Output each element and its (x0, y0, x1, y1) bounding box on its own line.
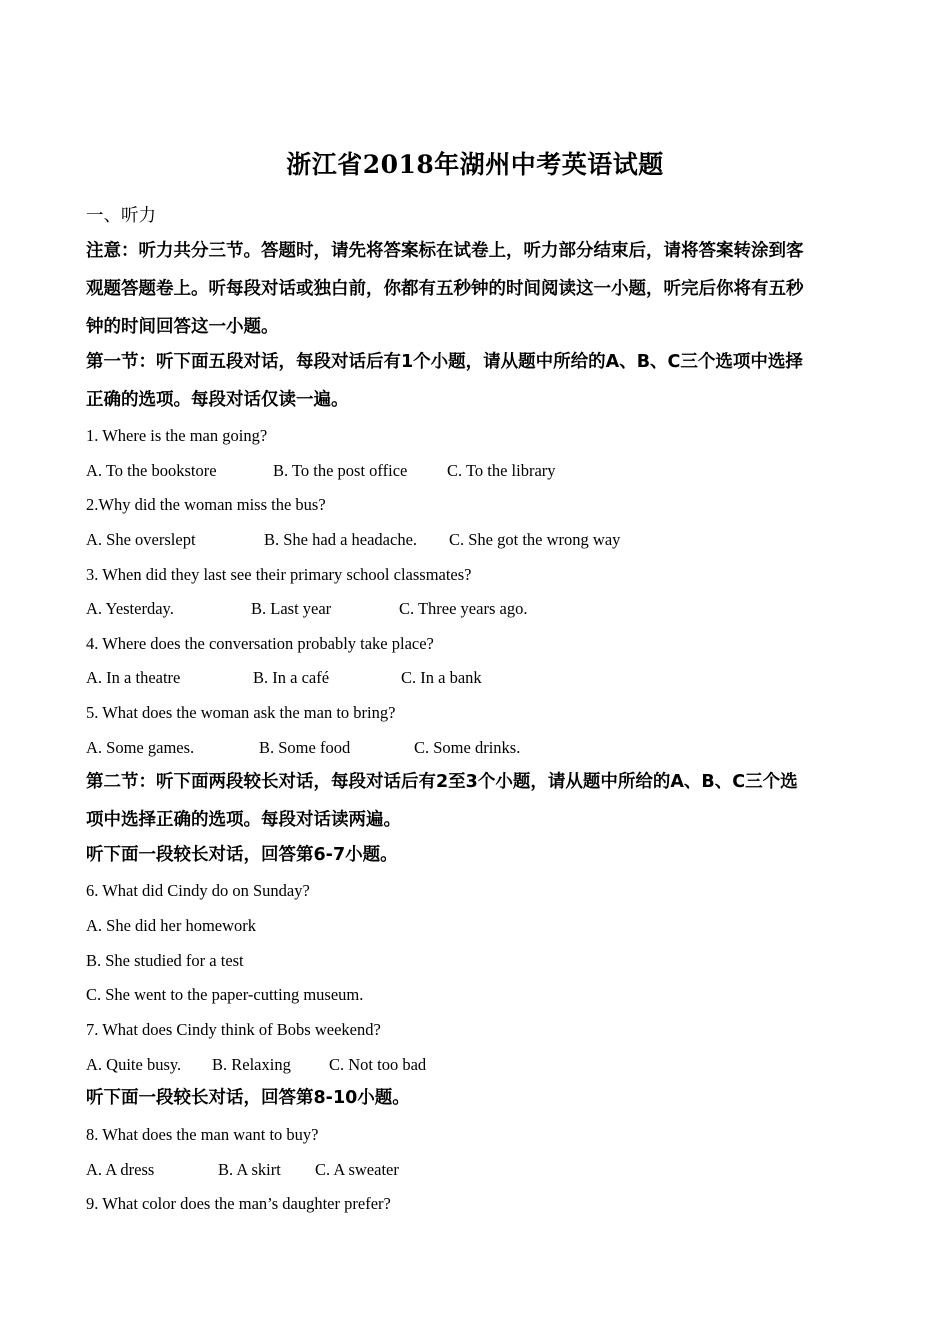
part1-instructions-line-2: 正确的选项。每段对话仅读一遍。 (86, 390, 349, 410)
option-c: C. In a bank (401, 668, 482, 687)
page-title: 浙江省2018年湖州中考英语试题 (286, 150, 664, 179)
option-b: B. Some food (259, 738, 351, 757)
question-7: 7. What does Cindy think of Bobs weekend? (86, 1020, 381, 1039)
question-6-option-a: A. She did her homework (86, 916, 257, 935)
option-b: B. Relaxing (212, 1055, 291, 1074)
option-a: A. Yesterday. (86, 599, 174, 618)
option-a: A. To the bookstore (86, 461, 217, 480)
option-a: A. A dress (86, 1160, 155, 1179)
part1-instructions-line-1: 第一节：听下面五段对话，每段对话后有1个小题，请从题中所给的A、B、C三个选项中选择 (86, 352, 803, 372)
question-3: 3. When did they last see their primary school classmates? (86, 565, 472, 584)
question-2: 2.Why did the woman miss the bus? (86, 495, 326, 514)
option-c: C. She got the wrong way (449, 530, 621, 549)
notice-line-1: 注意：听力共分三节。答题时，请先将答案标在试卷上，听力部分结束后，请将答案转涂到客 (86, 241, 804, 261)
part2-instructions-line-1: 第二节：听下面两段较长对话，每段对话后有2至3个小题，请从题中所给的A、B、C三个选 (86, 772, 798, 792)
question-8: 8. What does the man want to buy? (86, 1125, 319, 1144)
option-b: B. Last year (251, 599, 332, 618)
question-5: 5. What does the woman ask the man to bring? (86, 703, 396, 722)
option-b: B. In a café (253, 668, 330, 687)
notice-line-3: 钟的时间回答这一小题。 (86, 317, 279, 337)
section-heading-listening: 一、听力 (86, 206, 156, 226)
option-c: C. Some drinks. (414, 738, 521, 757)
option-b: B. A skirt (218, 1160, 281, 1179)
option-a: A. She overslept (86, 530, 196, 549)
option-c: C. To the library (447, 461, 556, 480)
question-9: 9. What color does the man’s daughter prefer? (86, 1194, 391, 1213)
dialog-2-heading: 听下面一段较长对话，回答第8-10小题。 (86, 1088, 410, 1108)
option-a: A. Quite busy. (86, 1055, 182, 1074)
question-6-option-b: B. She studied for a test (86, 951, 244, 970)
notice-line-2: 观题答题卷上。听每段对话或独白前，你都有五秒钟的时间阅读这一小题，听完后你将有五秒 (86, 279, 804, 299)
question-6: 6. What did Cindy do on Sunday? (86, 881, 310, 900)
option-b: B. To the post office (273, 461, 408, 480)
question-6-option-c: C. She went to the paper-cutting museum. (86, 985, 364, 1004)
option-c: C. Not too bad (329, 1055, 427, 1074)
option-b: B. She had a headache. (264, 530, 418, 549)
option-c: C. Three years ago. (399, 599, 528, 618)
option-a: A. Some games. (86, 738, 195, 757)
option-c: C. A sweater (315, 1160, 399, 1179)
question-4: 4. Where does the conversation probably take place? (86, 634, 434, 653)
option-a: A. In a theatre (86, 668, 181, 687)
dialog-1-heading: 听下面一段较长对话，回答第6-7小题。 (86, 845, 398, 865)
part2-instructions-line-2: 项中选择正确的选项。每段对话读两遍。 (86, 810, 401, 830)
question-1: 1. Where is the man going? (86, 426, 268, 445)
